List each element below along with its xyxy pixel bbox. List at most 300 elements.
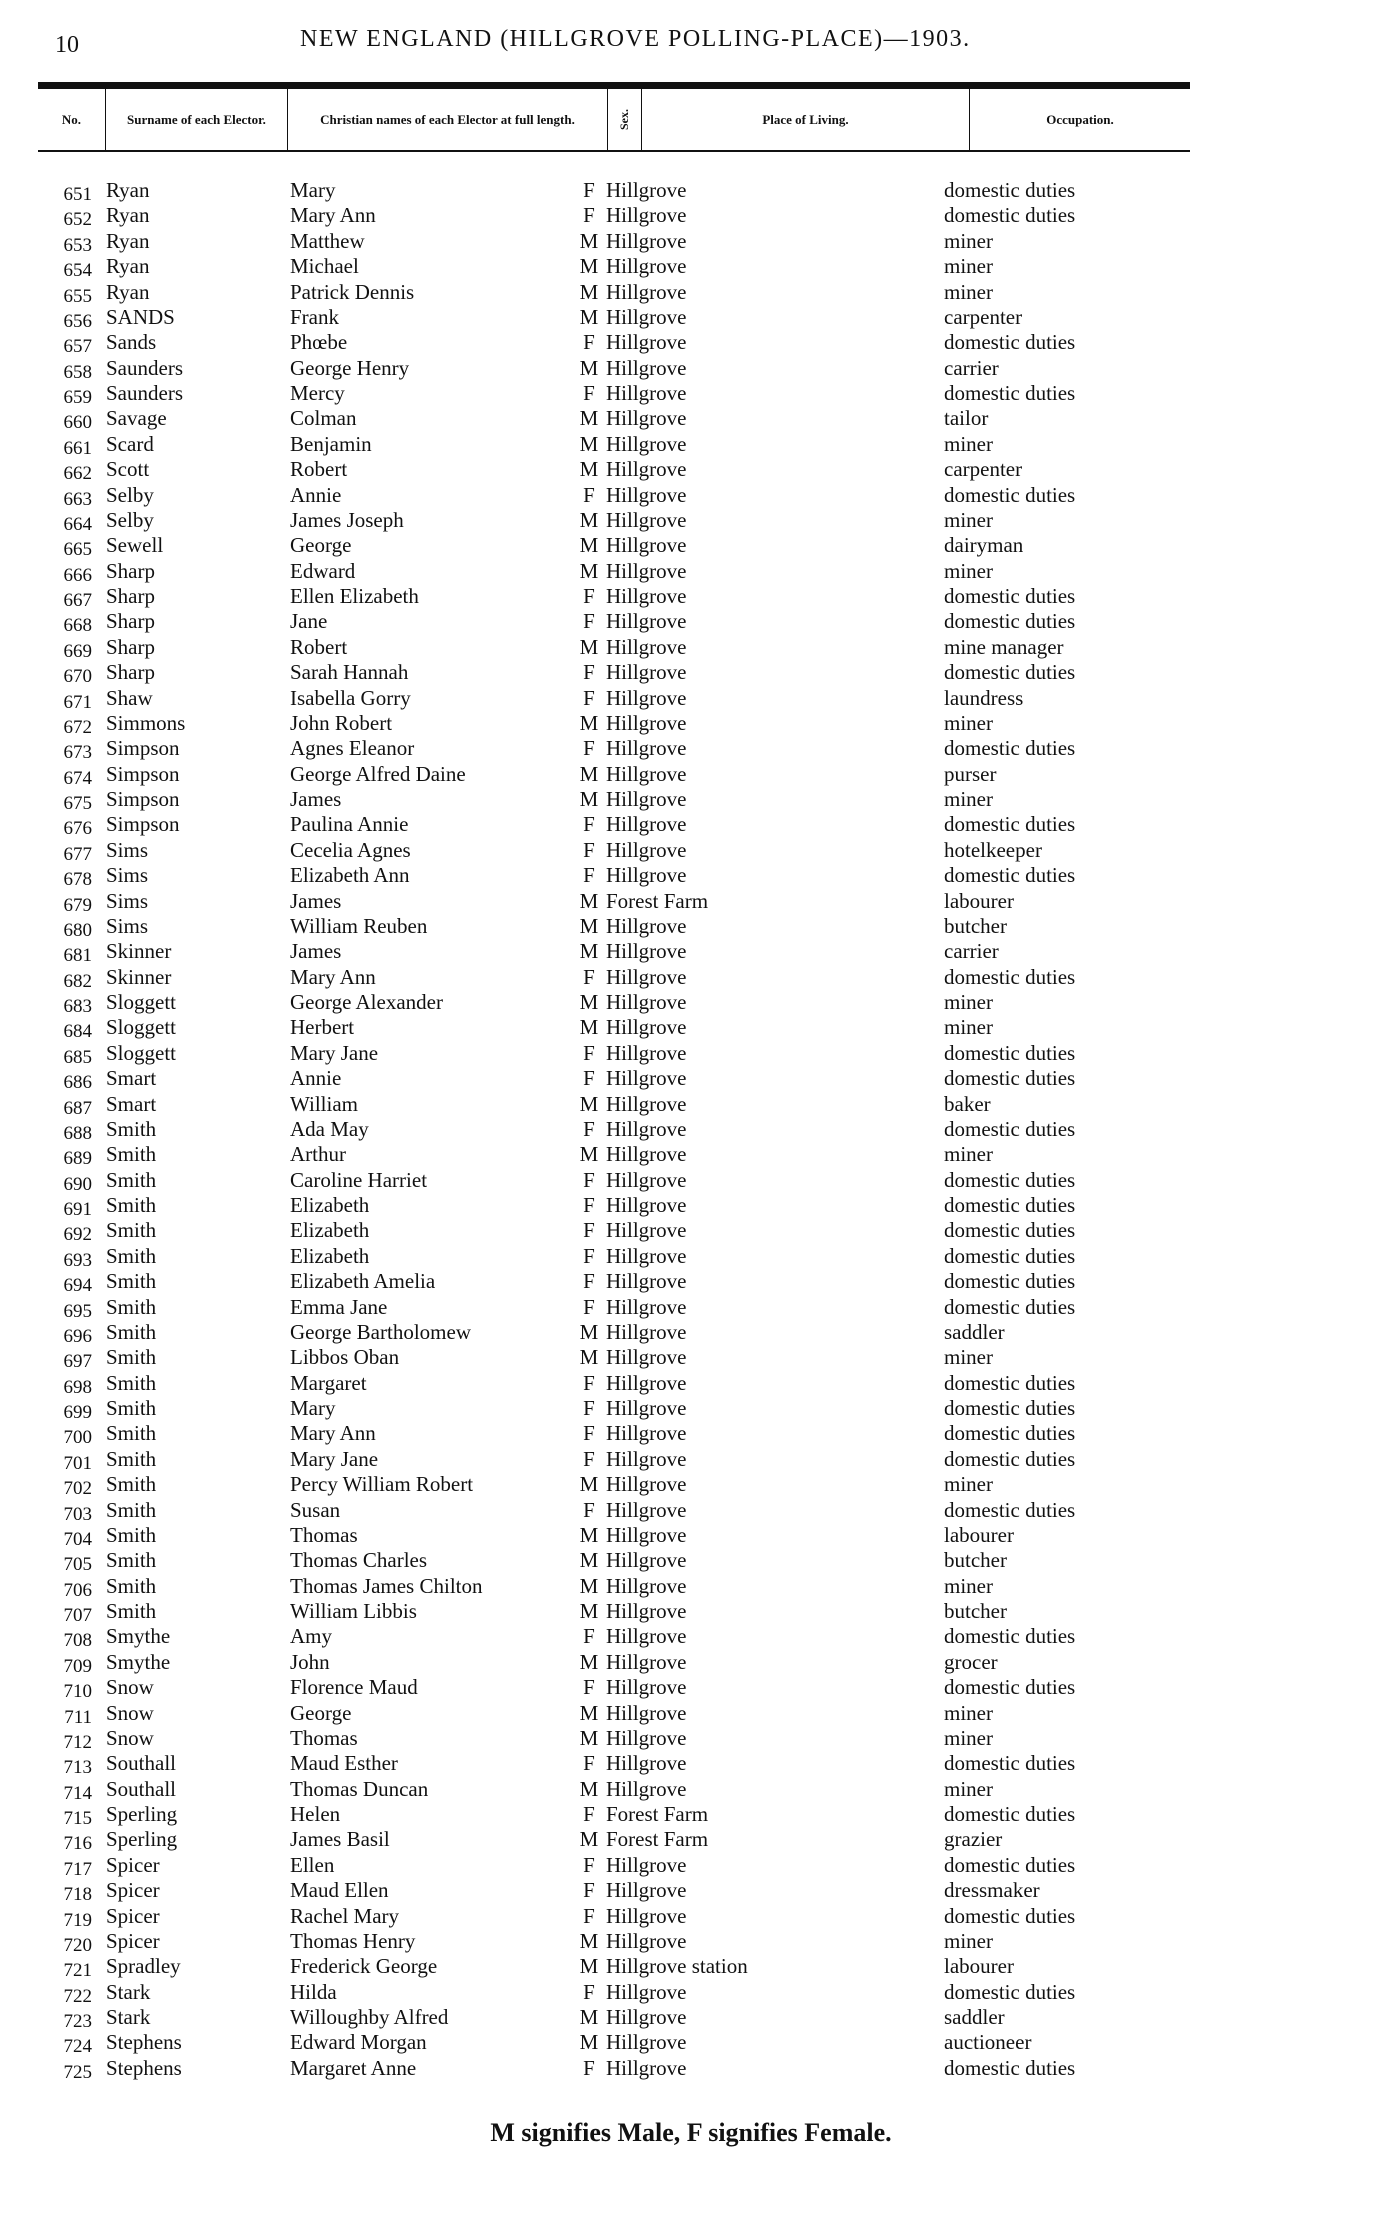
elector-surname: Sands <box>106 330 157 355</box>
table-row <box>0 838 1382 863</box>
elector-place: Hillgrove <box>606 1548 687 1573</box>
elector-sex: M <box>579 1649 599 1674</box>
elector-surname: Skinner <box>106 939 172 964</box>
elector-christian-names: Elizabeth Amelia <box>290 1269 436 1294</box>
col-header-no: No. <box>38 89 106 150</box>
elector-number: 696 <box>63 1325 92 1347</box>
elector-place: Hillgrove <box>606 1193 687 1217</box>
elector-sex: M <box>579 710 599 735</box>
table-row <box>0 1371 1382 1396</box>
elector-christian-names: William Libbis <box>290 1599 417 1623</box>
elector-occupation: miner <box>944 990 993 1014</box>
elector-occupation: carpenter <box>944 457 1023 482</box>
elector-number: 724 <box>63 2036 92 2058</box>
elector-surname: Selby <box>106 507 154 532</box>
elector-christian-names: Mary Jane <box>290 1446 379 1471</box>
elector-occupation: domestic duties <box>944 1903 1076 1928</box>
elector-place: Hillgrove station <box>606 1954 748 1979</box>
elector-occupation: domestic duties <box>944 1979 1076 2004</box>
elector-place: Hillgrove <box>606 1446 687 1471</box>
elector-place: Hillgrove <box>606 1700 687 1725</box>
elector-surname: Shaw <box>106 685 153 710</box>
elector-occupation: purser <box>944 761 997 786</box>
elector-sex: M <box>579 990 599 1014</box>
elector-occupation: domestic duties <box>944 203 1076 228</box>
table-row <box>0 381 1382 406</box>
elector-christian-names: William Reuben <box>290 913 428 938</box>
elector-number: 681 <box>63 945 92 967</box>
elector-occupation: miner <box>944 1345 993 1370</box>
elector-christian-names: Rachel Mary <box>290 1903 400 1928</box>
header-rule-top <box>38 82 1190 89</box>
elector-occupation: domestic duties <box>944 330 1076 355</box>
elector-number: 711 <box>64 1706 92 1728</box>
elector-number: 661 <box>63 437 92 459</box>
elector-sex: M <box>579 406 599 431</box>
table-row <box>0 1498 1382 1523</box>
table-row <box>0 559 1382 584</box>
elector-place: Hillgrove <box>606 1015 687 1040</box>
elector-christian-names: William <box>290 1091 358 1116</box>
elector-list <box>0 178 1382 2081</box>
table-row <box>0 1295 1382 1320</box>
elector-number: 701 <box>63 1452 92 1474</box>
elector-place: Hillgrove <box>606 1878 687 1903</box>
elector-occupation: carrier <box>944 939 999 964</box>
elector-surname: Spicer <box>106 1928 160 1953</box>
elector-number: 717 <box>63 1858 92 1880</box>
elector-christian-names: George <box>290 1700 352 1725</box>
table-row <box>0 1066 1382 1094</box>
table-row <box>0 1472 1382 1500</box>
elector-surname: Simpson <box>106 812 180 837</box>
table-row <box>0 2030 1382 2058</box>
elector-place: Hillgrove <box>606 1675 687 1700</box>
elector-place: Hillgrove <box>606 1040 687 1065</box>
elector-place: Hillgrove <box>606 533 687 558</box>
elector-occupation: domestic duties <box>944 482 1076 507</box>
elector-sex: F <box>583 1802 595 1826</box>
table-row <box>0 305 1382 330</box>
elector-place: Hillgrove <box>606 507 687 532</box>
elector-place: Hillgrove <box>606 482 687 507</box>
elector-place: Hillgrove <box>606 1243 687 1268</box>
table-row <box>0 178 1382 203</box>
table-row <box>0 2005 1382 2030</box>
elector-christian-names: Mary Ann <box>290 1421 376 1446</box>
elector-occupation: domestic duties <box>944 1269 1076 1294</box>
elector-surname: Sims <box>106 888 149 913</box>
elector-occupation: saddler <box>944 1319 1005 1344</box>
elector-sex: M <box>579 2030 599 2055</box>
elector-place: Hillgrove <box>606 2005 687 2029</box>
elector-sex: F <box>583 1421 595 1446</box>
elector-occupation: miner <box>944 1573 993 1598</box>
elector-christian-names: Elizabeth Ann <box>290 863 410 888</box>
table-row <box>0 1878 1382 1906</box>
elector-number: 687 <box>63 1097 92 1119</box>
elector-surname: Sperling <box>106 1802 178 1826</box>
elector-place: Hillgrove <box>606 990 687 1014</box>
elector-occupation: butcher <box>944 913 1007 938</box>
table-row <box>0 863 1382 891</box>
elector-surname: Smith <box>106 1573 157 1598</box>
elector-occupation: miner <box>944 787 993 811</box>
table-row <box>0 1269 1382 1297</box>
table-row <box>0 812 1382 840</box>
elector-surname: Smith <box>106 1421 157 1446</box>
table-row <box>0 584 1382 609</box>
elector-sex: M <box>579 1954 599 1979</box>
elector-surname: SANDS <box>106 304 175 329</box>
elector-christian-names: Thomas Charles <box>290 1548 428 1573</box>
elector-number: 699 <box>63 1402 92 1423</box>
elector-place: Hillgrove <box>606 609 687 634</box>
elector-occupation: laundress <box>944 685 1024 710</box>
table-row <box>0 635 1382 660</box>
table-row <box>0 1041 1382 1066</box>
elector-sex: F <box>583 964 595 989</box>
elector-number: 698 <box>63 1376 92 1398</box>
elector-place: Hillgrove <box>606 964 687 989</box>
elector-occupation: domestic duties <box>944 609 1076 634</box>
table-row <box>0 1650 1382 1675</box>
elector-number: 665 <box>63 539 92 561</box>
elector-surname: Smart <box>106 1091 157 1116</box>
elector-occupation: domestic duties <box>944 1802 1076 1826</box>
elector-place: Hillgrove <box>606 787 687 811</box>
elector-number: 653 <box>63 234 92 256</box>
elector-number: 707 <box>63 1605 92 1626</box>
elector-occupation: miner <box>944 1015 993 1040</box>
elector-christian-names: Susan <box>290 1497 341 1522</box>
elector-surname: Sloggett <box>106 1040 177 1065</box>
elector-number: 714 <box>63 1782 92 1804</box>
elector-occupation: domestic duties <box>944 1193 1076 1217</box>
footer-legend: M signifies Male, F signifies Female. <box>490 2118 892 2147</box>
table-row <box>0 533 1382 561</box>
elector-surname: Stark <box>106 1979 151 2004</box>
elector-christian-names: Emma Jane <box>290 1294 388 1319</box>
elector-occupation: carpenter <box>944 304 1023 329</box>
elector-christian-names: Ellen Elizabeth <box>290 584 419 608</box>
table-row <box>0 1447 1382 1472</box>
elector-surname: Smith <box>106 1396 157 1420</box>
elector-christian-names: Mary Ann <box>290 964 376 989</box>
elector-surname: Sloggett <box>106 990 177 1014</box>
elector-place: Hillgrove <box>606 1294 687 1319</box>
elector-occupation: miner <box>944 558 993 583</box>
elector-number: 655 <box>63 285 92 307</box>
table-row <box>0 1802 1382 1827</box>
elector-sex: F <box>583 330 595 355</box>
elector-occupation: butcher <box>944 1599 1007 1623</box>
elector-sex: F <box>583 178 595 202</box>
elector-occupation: domestic duties <box>944 1167 1076 1192</box>
elector-surname: Snow <box>106 1725 154 1750</box>
elector-place: Hillgrove <box>606 1066 687 1091</box>
elector-place: Hillgrove <box>606 228 687 253</box>
column-header <box>38 89 1190 150</box>
elector-number: 719 <box>63 1909 92 1931</box>
elector-sex: M <box>579 558 599 583</box>
elector-christian-names: Hilda <box>290 1979 337 2004</box>
table-row <box>0 914 1382 939</box>
elector-place: Hillgrove <box>606 1421 687 1446</box>
elector-place: Hillgrove <box>606 1345 687 1370</box>
elector-surname: Sims <box>106 913 149 938</box>
elector-number: 716 <box>63 1833 92 1855</box>
elector-number: 660 <box>63 412 92 434</box>
elector-sex: F <box>583 1979 595 2004</box>
elector-occupation: labourer <box>944 1522 1014 1547</box>
elector-place: Hillgrove <box>606 1624 687 1649</box>
elector-place: Hillgrove <box>606 710 687 735</box>
elector-occupation: domestic duties <box>944 1751 1076 1776</box>
elector-occupation: miner <box>944 1142 993 1167</box>
elector-number: 723 <box>63 2011 92 2032</box>
elector-sex: F <box>583 812 595 837</box>
table-row <box>0 965 1382 990</box>
elector-christian-names: Elizabeth <box>290 1243 370 1268</box>
elector-number: 670 <box>63 666 92 688</box>
table-row <box>0 889 1382 914</box>
elector-sex: M <box>579 634 599 659</box>
elector-sex: M <box>579 1548 599 1573</box>
elector-occupation: dairyman <box>944 533 1024 558</box>
elector-occupation: domestic duties <box>944 2055 1076 2080</box>
elector-sex: M <box>579 304 599 329</box>
elector-occupation: domestic duties <box>944 1852 1076 1877</box>
elector-occupation: domestic duties <box>944 1066 1076 1091</box>
elector-place: Hillgrove <box>606 279 687 304</box>
elector-sex: M <box>579 1091 599 1116</box>
elector-number: 685 <box>63 1046 92 1068</box>
elector-occupation: domestic duties <box>944 1040 1076 1065</box>
elector-surname: Saunders <box>106 355 183 380</box>
page-title: NEW ENGLAND (HILLGROVE POLLING-PLACE)—1903. <box>300 26 971 52</box>
elector-number: 720 <box>63 1934 92 1956</box>
elector-surname: Ryan <box>106 178 150 202</box>
elector-number: 671 <box>63 691 92 713</box>
elector-number: 708 <box>63 1630 92 1652</box>
elector-christian-names: Thomas Henry <box>290 1928 416 1953</box>
elector-christian-names: Mercy <box>290 381 345 405</box>
elector-surname: Smith <box>106 1167 157 1192</box>
elector-sex: M <box>579 254 599 279</box>
elector-place: Hillgrove <box>606 1167 687 1192</box>
elector-occupation: labourer <box>944 888 1014 913</box>
elector-number: 677 <box>63 843 92 865</box>
elector-sex: F <box>583 609 595 634</box>
elector-surname: Smith <box>106 1269 157 1294</box>
elector-place: Hillgrove <box>606 355 687 380</box>
table-row <box>0 229 1382 254</box>
table-row <box>0 990 1382 1015</box>
elector-surname: Stephens <box>106 2055 182 2080</box>
elector-sex: F <box>583 1040 595 1065</box>
table-row <box>0 1929 1382 1954</box>
table-row <box>0 1574 1382 1599</box>
elector-occupation: mine manager <box>944 634 1064 659</box>
elector-christian-names: Paulina Annie <box>290 812 409 837</box>
elector-christian-names: Margaret <box>290 1370 367 1395</box>
elector-number: 663 <box>63 488 92 510</box>
elector-place: Hillgrove <box>606 1269 687 1294</box>
elector-place: Hillgrove <box>606 660 687 685</box>
elector-occupation: domestic duties <box>944 584 1076 608</box>
table-row <box>0 1345 1382 1373</box>
elector-sex: M <box>579 355 599 380</box>
elector-place: Forest Farm <box>606 888 709 913</box>
table-row <box>0 280 1382 305</box>
elector-occupation: carrier <box>944 355 999 380</box>
elector-surname: Ryan <box>106 254 150 279</box>
elector-surname: Smith <box>106 1497 157 1522</box>
elector-christian-names: George <box>290 533 352 558</box>
elector-place: Hillgrove <box>606 1091 687 1116</box>
elector-number: 718 <box>63 1884 92 1906</box>
elector-occupation: domestic duties <box>944 178 1076 202</box>
elector-christian-names: Cecelia Agnes <box>290 837 411 862</box>
elector-occupation: domestic duties <box>944 1116 1076 1141</box>
table-row <box>0 660 1382 688</box>
elector-sex: F <box>583 482 595 507</box>
elector-number: 658 <box>63 361 92 383</box>
elector-place: Hillgrove <box>606 837 687 862</box>
elector-number: 684 <box>63 1021 92 1043</box>
elector-christian-names: Margaret Anne <box>290 2055 417 2080</box>
elector-occupation: miner <box>944 1700 993 1725</box>
elector-christian-names: Maud Ellen <box>290 1878 389 1903</box>
elector-surname: Smith <box>106 1548 157 1573</box>
elector-sex: F <box>583 1852 595 1877</box>
elector-sex: F <box>583 1903 595 1928</box>
elector-surname: Sharp <box>106 584 155 608</box>
col-header-sex-label: Sex. <box>617 109 631 130</box>
elector-place: Hillgrove <box>606 1751 687 1776</box>
table-row <box>0 1218 1382 1246</box>
elector-christian-names: Robert <box>290 634 348 659</box>
elector-surname: Selby <box>106 482 154 507</box>
elector-sex: F <box>583 837 595 862</box>
elector-sex: M <box>579 1142 599 1167</box>
elector-occupation: hotelkeeper <box>944 837 1042 862</box>
elector-number: 709 <box>63 1655 92 1677</box>
elector-occupation: labourer <box>944 1954 1014 1979</box>
elector-place: Hillgrove <box>606 254 687 279</box>
elector-surname: Smith <box>106 1142 157 1167</box>
elector-christian-names: Edward <box>290 558 356 583</box>
elector-number: 669 <box>63 640 92 662</box>
elector-sex: M <box>579 1319 599 1344</box>
elector-christian-names: Mary Jane <box>290 1040 379 1065</box>
elector-christian-names: Mary <box>290 178 336 202</box>
elector-christian-names: Elizabeth <box>290 1193 370 1217</box>
elector-sex: M <box>579 1700 599 1725</box>
elector-surname: Smith <box>106 1243 157 1268</box>
elector-sex: F <box>583 1269 595 1294</box>
table-row <box>0 1726 1382 1751</box>
elector-number: 695 <box>63 1300 92 1322</box>
elector-place: Hillgrove <box>606 431 687 456</box>
elector-sex: M <box>579 913 599 938</box>
elector-sex: F <box>583 1066 595 1091</box>
elector-sex: M <box>579 228 599 253</box>
elector-number: 676 <box>63 818 92 840</box>
elector-christian-names: Annie <box>290 1066 342 1091</box>
elector-surname: Saunders <box>106 381 183 405</box>
elector-number: 656 <box>63 310 92 332</box>
table-row <box>0 2056 1382 2081</box>
elector-surname: Spicer <box>106 1878 160 1903</box>
col-header-place: Place of Living. <box>642 89 970 150</box>
elector-christian-names: Caroline Harriet <box>290 1167 428 1192</box>
elector-sex: M <box>579 1599 599 1623</box>
elector-number: 725 <box>63 2061 92 2083</box>
table-row <box>0 1675 1382 1703</box>
elector-occupation: miner <box>944 228 993 253</box>
elector-sex: M <box>579 1472 599 1497</box>
elector-surname: Smith <box>106 1218 157 1243</box>
elector-sex: F <box>583 1396 595 1420</box>
table-row <box>0 787 1382 812</box>
elector-occupation: domestic duties <box>944 1294 1076 1319</box>
elector-number: 689 <box>63 1148 92 1170</box>
elector-occupation: miner <box>944 279 993 304</box>
elector-christian-names: Thomas <box>290 1725 358 1750</box>
elector-occupation: baker <box>944 1091 991 1116</box>
elector-christian-names: James <box>290 787 342 811</box>
elector-sex: F <box>583 584 595 608</box>
elector-number: 702 <box>63 1478 92 1500</box>
elector-sex: F <box>583 1751 595 1776</box>
elector-occupation: miner <box>944 1472 993 1497</box>
table-row <box>0 1751 1382 1779</box>
elector-surname: Smart <box>106 1066 157 1091</box>
elector-christian-names: James Joseph <box>290 507 404 532</box>
elector-christian-names: John <box>290 1649 330 1674</box>
elector-christian-names: George Alexander <box>290 990 443 1014</box>
table-row <box>0 1092 1382 1117</box>
elector-place: Forest Farm <box>606 1827 709 1852</box>
elector-christian-names: George Henry <box>290 355 410 380</box>
elector-number: 692 <box>63 1224 92 1246</box>
elector-place: Hillgrove <box>606 203 687 228</box>
elector-place: Hillgrove <box>606 1903 687 1928</box>
elector-occupation: miner <box>944 431 993 456</box>
elector-place: Hillgrove <box>606 304 687 329</box>
elector-surname: Snow <box>106 1700 154 1725</box>
elector-christian-names: Matthew <box>290 228 365 253</box>
elector-number: 652 <box>63 209 92 231</box>
elector-sex: M <box>579 1725 599 1750</box>
table-row <box>0 939 1382 967</box>
table-row <box>0 1599 1382 1624</box>
elector-number: 678 <box>63 869 92 891</box>
elector-christian-names: Libbos Oban <box>290 1345 400 1370</box>
elector-sex: F <box>583 1116 595 1141</box>
elector-number: 682 <box>63 970 92 992</box>
elector-number: 666 <box>63 564 92 586</box>
elector-surname: Sims <box>106 863 149 888</box>
elector-occupation: domestic duties <box>944 1218 1076 1243</box>
elector-place: Forest Farm <box>606 1802 709 1826</box>
elector-occupation: grocer <box>944 1649 998 1674</box>
elector-occupation: grazier <box>944 1827 1003 1852</box>
table-row <box>0 762 1382 787</box>
elector-occupation: domestic duties <box>944 1421 1076 1446</box>
